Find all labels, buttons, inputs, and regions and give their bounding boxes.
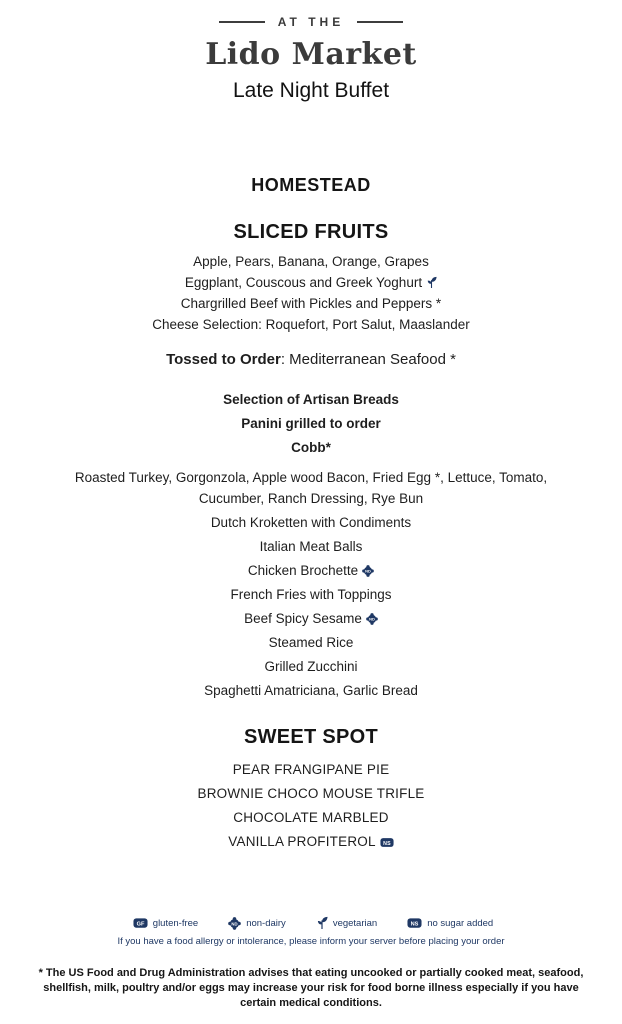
eyebrow-rule-right [357, 21, 403, 23]
menu-item [45, 560, 577, 581]
menu-item-text: Dutch Kroketten with Condiments [210, 515, 412, 530]
menu-item-text: Roasted Turkey, Gorgonzola, Apple wood Bacon, Fried Egg *, Lettuce, Tomato, Cucumber, Ranch Dressing, Rye Bun [74, 470, 548, 506]
menu-item [45, 536, 577, 557]
menu-item-text: Beef Spicy Sesame [244, 611, 362, 626]
eyebrow-row [0, 15, 622, 29]
non-dairy-icon [366, 613, 378, 625]
menu-item-text: French Fries with Toppings [230, 587, 392, 602]
tossed-to-order-line [0, 351, 622, 368]
menu-header [0, 0, 622, 103]
menu-item-text: Italian Meat Balls [259, 539, 363, 554]
legend-label: no sugar added [427, 917, 494, 929]
svg-text:NS: NS [410, 921, 419, 928]
menu-item [45, 656, 577, 677]
legend-entry-gluten-free [129, 917, 198, 929]
menu-item-text: Chicken Brochette [247, 563, 359, 578]
menu-item [45, 608, 577, 629]
section-title-sliced-fruits: SLICED FRUITS [233, 221, 389, 243]
section-title-homestead: HOMESTEAD [251, 175, 371, 195]
menu-item [0, 831, 622, 852]
legend-label: non-dairy [246, 917, 286, 929]
allergy-note: If you have a food allergy or intolerance, please inform your server before placing your order [117, 936, 505, 947]
dietary-legend [0, 916, 622, 930]
menu-item [0, 314, 622, 335]
svg-text:GF: GF [136, 921, 145, 928]
svg-text:NS: NS [382, 840, 391, 847]
menu-item [0, 251, 622, 272]
fda-disclaimer: * The US Food and Drug Administration advises that eating uncooked or partially cooked meat, seafood, shellfish, milk, poultry and/or eggs may increase your risk for food borne illness especially if you have certain medical conditions. [38, 967, 584, 1009]
menu-item-text: PEAR FRANGIPANE PIE [232, 762, 390, 777]
tossed-to-order-label: Tossed to Order [166, 351, 281, 368]
menu-subtitle: Late Night Buffet [232, 79, 390, 102]
legend-label: vegetarian [332, 917, 378, 929]
menu-item: Cobb* [291, 440, 331, 455]
menu-item-text: CHOCOLATE MARBLED [233, 810, 389, 825]
tossed-to-order-value: : Mediterranean Seafood * [280, 351, 456, 368]
menu-item-text: BROWNIE CHOCO MOUSE TRIFLE [197, 786, 425, 801]
menu-item [0, 272, 622, 293]
menu-item-text: Apple, Pears, Banana, Orange, Grapes [193, 254, 429, 269]
menu-item [45, 467, 577, 509]
brand-title: Lido Market [205, 37, 417, 72]
menu-item-text: Chargrilled Beef with Pickles and Peppers * [180, 296, 442, 311]
sliced-fruits-list [0, 251, 622, 335]
gluten-free-icon [133, 917, 148, 929]
menu-item-text: VANILLA PROFITEROL [228, 834, 376, 849]
menu-item [45, 680, 577, 701]
menu-item [0, 759, 622, 780]
menu-item-text: Cheese Selection: Roquefort, Port Salut, Maaslander [152, 317, 470, 332]
featured-items-list [0, 389, 622, 458]
vegetarian-icon [426, 276, 437, 289]
menu-item-text: Eggplant, Couscous and Greek Yoghurt [184, 275, 423, 290]
menu-item [45, 632, 577, 653]
non-dairy-icon [362, 565, 374, 577]
eyebrow-text: AT THE [277, 15, 345, 29]
menu-item-text: Grilled Zucchini [264, 659, 358, 674]
no-sugar-added-icon [407, 917, 422, 929]
vegetarian-icon [316, 916, 328, 930]
svg-text:ND: ND [369, 616, 375, 622]
menu-item [0, 783, 622, 804]
menu-item [45, 584, 577, 605]
legend-entry-no-sugar-added [403, 917, 493, 929]
sweet-spot-list [0, 759, 622, 852]
menu-item [45, 512, 577, 533]
menu-item-text: Steamed Rice [268, 635, 354, 650]
menu-item [0, 293, 622, 314]
menu-item: Panini grilled to order [241, 416, 381, 431]
legend-entry-non-dairy [224, 917, 286, 930]
legend-label: gluten-free [152, 917, 199, 929]
menu-item-text: Spaghetti Amatriciana, Garlic Bread [204, 683, 418, 698]
menu-item [0, 807, 622, 828]
eyebrow-rule-left [219, 21, 265, 23]
svg-text:ND: ND [231, 920, 238, 926]
section-title-sweet-spot: SWEET SPOT [243, 726, 379, 748]
menu-item: Selection of Artisan Breads [223, 392, 399, 407]
non-dairy-icon [228, 917, 241, 930]
legend-entry-vegetarian [312, 916, 377, 930]
no-sugar-added-icon [380, 837, 394, 848]
hot-items-list [0, 467, 622, 701]
svg-text:ND: ND [365, 568, 371, 574]
